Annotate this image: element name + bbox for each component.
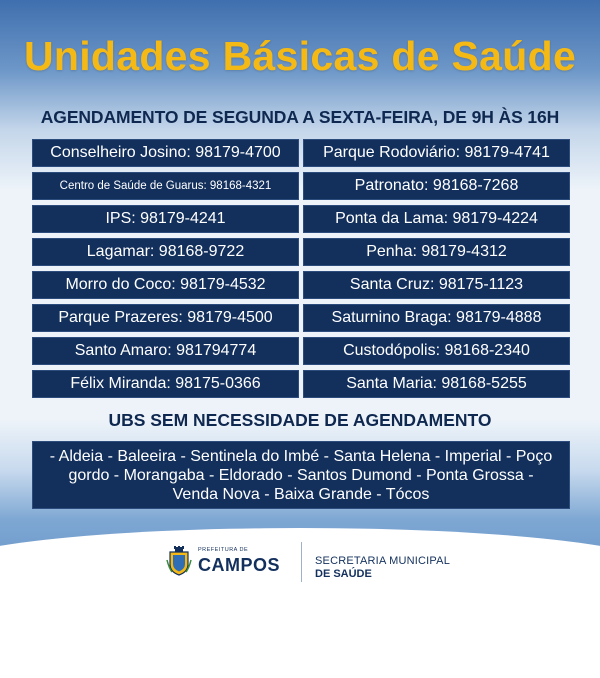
secretaria-line1: SECRETARIA MUNICIPAL (315, 555, 451, 567)
page-title: Unidades Básicas de Saúde (23, 33, 577, 79)
unit-cell: Ponta da Lama: 98179-4224 (303, 205, 570, 233)
unit-cell: Félix Miranda: 98175-0366 (32, 370, 299, 398)
unit-cell: Santo Amaro: 981794774 (32, 337, 299, 365)
unit-cell: Parque Prazeres: 98179-4500 (32, 304, 299, 332)
footer-background (0, 528, 600, 678)
footer (0, 528, 600, 600)
unit-cell: Santa Maria: 98168-5255 (303, 370, 570, 398)
units-grid (32, 139, 570, 398)
unit-cell: Centro de Saúde de Guarus: 98168-4321 (32, 172, 299, 200)
prefeitura-logo (166, 546, 280, 576)
no-schedule-text: - Aldeia - Baleeira - Sentinela do Imbé - Santa Helena - Imperial - Poço gordo - Morangaba - Eldorado - Santos Dumond - Ponta Grossa - Venda Nova - Baixa Grande - Tócos (49, 447, 553, 503)
unit-cell: Penha: 98179-4312 (303, 238, 570, 266)
unit-cell: Santa Cruz: 98175-1123 (303, 271, 570, 299)
footer-divider (301, 542, 302, 582)
logo-big-text: CAMPOS (198, 554, 281, 575)
coat-of-arms-icon (166, 546, 192, 576)
unit-cell: Saturnino Braga: 98179-4888 (303, 304, 570, 332)
unit-cell: Patronato: 98168-7268 (303, 172, 570, 200)
secretaria-line2: DE SAÚDE (315, 568, 372, 580)
unit-cell: IPS: 98179-4241 (32, 205, 299, 233)
unit-cell: Conselheiro Josino: 98179-4700 (32, 139, 299, 167)
secretaria-label (315, 555, 450, 581)
schedule-subtitle: AGENDAMENTO DE SEGUNDA A SEXTA-FEIRA, DE 9H ÀS 16H (40, 107, 560, 127)
unit-cell: Morro do Coco: 98179-4532 (32, 271, 299, 299)
logo-small-text: PREFEITURA DE (198, 547, 249, 554)
no-schedule-list (32, 441, 570, 509)
unit-cell: Custodópolis: 98168-2340 (303, 337, 570, 365)
unit-cell: Lagamar: 98168-9722 (32, 238, 299, 266)
unit-cell: Parque Rodoviário: 98179-4741 (303, 139, 570, 167)
no-schedule-heading: UBS SEM NECESSIDADE DE AGENDAMENTO (108, 410, 492, 430)
